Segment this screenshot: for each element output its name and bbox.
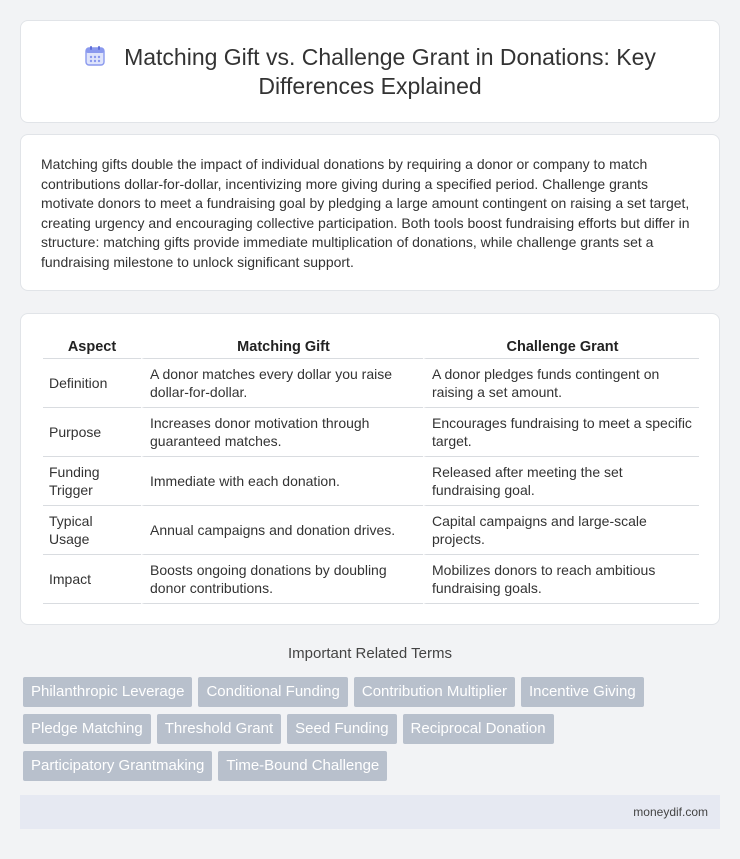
related-term-tag[interactable]: Time-Bound Challenge: [218, 751, 387, 781]
comparison-table: [43, 334, 699, 604]
related-term-tag[interactable]: Incentive Giving: [521, 677, 644, 707]
intro-card: [20, 134, 720, 291]
cell-matching-gift: A donor matches every dollar you raise dollar-for-dollar.: [141, 359, 423, 408]
cell-matching-gift: Immediate with each donation.: [141, 457, 423, 506]
header-challenge-grant: Challenge Grant: [423, 334, 699, 359]
cell-challenge-grant: Released after meeting the set fundraising goal.: [423, 457, 699, 506]
cell-challenge-grant: A donor pledges funds contingent on raising a set amount.: [423, 359, 699, 408]
cell-aspect: Impact: [43, 555, 141, 604]
cell-aspect: Typical Usage: [43, 506, 141, 555]
calendar-icon: [84, 45, 106, 67]
cell-matching-gift: Annual campaigns and donation drives.: [141, 506, 423, 555]
related-terms-list: [23, 677, 703, 781]
related-term-tag[interactable]: Seed Funding: [287, 714, 396, 744]
footer-site-link[interactable]: moneydif.com: [633, 805, 708, 819]
title-card: [20, 20, 720, 123]
cell-challenge-grant: Encourages fundraising to meet a specific target.: [423, 408, 699, 457]
table-row: [43, 408, 699, 457]
cell-matching-gift: Boosts ongoing donations by doubling donor contributions.: [141, 555, 423, 604]
comparison-card: [20, 313, 720, 625]
table-row: [43, 555, 699, 604]
cell-aspect: Purpose: [43, 408, 141, 457]
related-term-tag[interactable]: Participatory Grantmaking: [23, 751, 212, 781]
related-term-tag[interactable]: Philanthropic Leverage: [23, 677, 192, 707]
cell-aspect: Funding Trigger: [43, 457, 141, 506]
intro-paragraph: Matching gifts double the impact of individual donations by requiring a donor or company to match contributions dollar-for-dollar, incentivizing more giving during a specified period. Challenge grants motivate donors to meet a fundraising goal by pledging a large amount contingent on raising a set target, creating urgency and encouraging collective participation. Both tools boost fundraising efforts but differ in structure: matching gifts provide immediate multiplication of donations, while challenge grants set a fundraising milestone to unlock significant support.: [41, 156, 690, 270]
related-terms-heading: Important Related Terms: [288, 645, 452, 662]
cell-challenge-grant: Mobilizes donors to reach ambitious fundraising goals.: [423, 555, 699, 604]
table-row: [43, 457, 699, 506]
footer: [20, 795, 720, 829]
cell-aspect: Definition: [43, 359, 141, 408]
cell-matching-gift: Increases donor motivation through guaranteed matches.: [141, 408, 423, 457]
table-row: [43, 506, 699, 555]
header-aspect: Aspect: [43, 334, 141, 359]
table-header-row: [43, 334, 699, 359]
related-term-tag[interactable]: Conditional Funding: [198, 677, 347, 707]
header-matching-gift: Matching Gift: [141, 334, 423, 359]
related-term-tag[interactable]: Pledge Matching: [23, 714, 151, 744]
cell-challenge-grant: Capital campaigns and large-scale projects.: [423, 506, 699, 555]
related-term-tag[interactable]: Reciprocal Donation: [403, 714, 554, 744]
page-title-wrap: [61, 43, 679, 101]
page-title: Matching Gift vs. Challenge Grant in Donations: Key Differences Explained: [124, 43, 656, 99]
related-term-tag[interactable]: Contribution Multiplier: [354, 677, 515, 707]
related-term-tag[interactable]: Threshold Grant: [157, 714, 281, 744]
table-row: [43, 359, 699, 408]
